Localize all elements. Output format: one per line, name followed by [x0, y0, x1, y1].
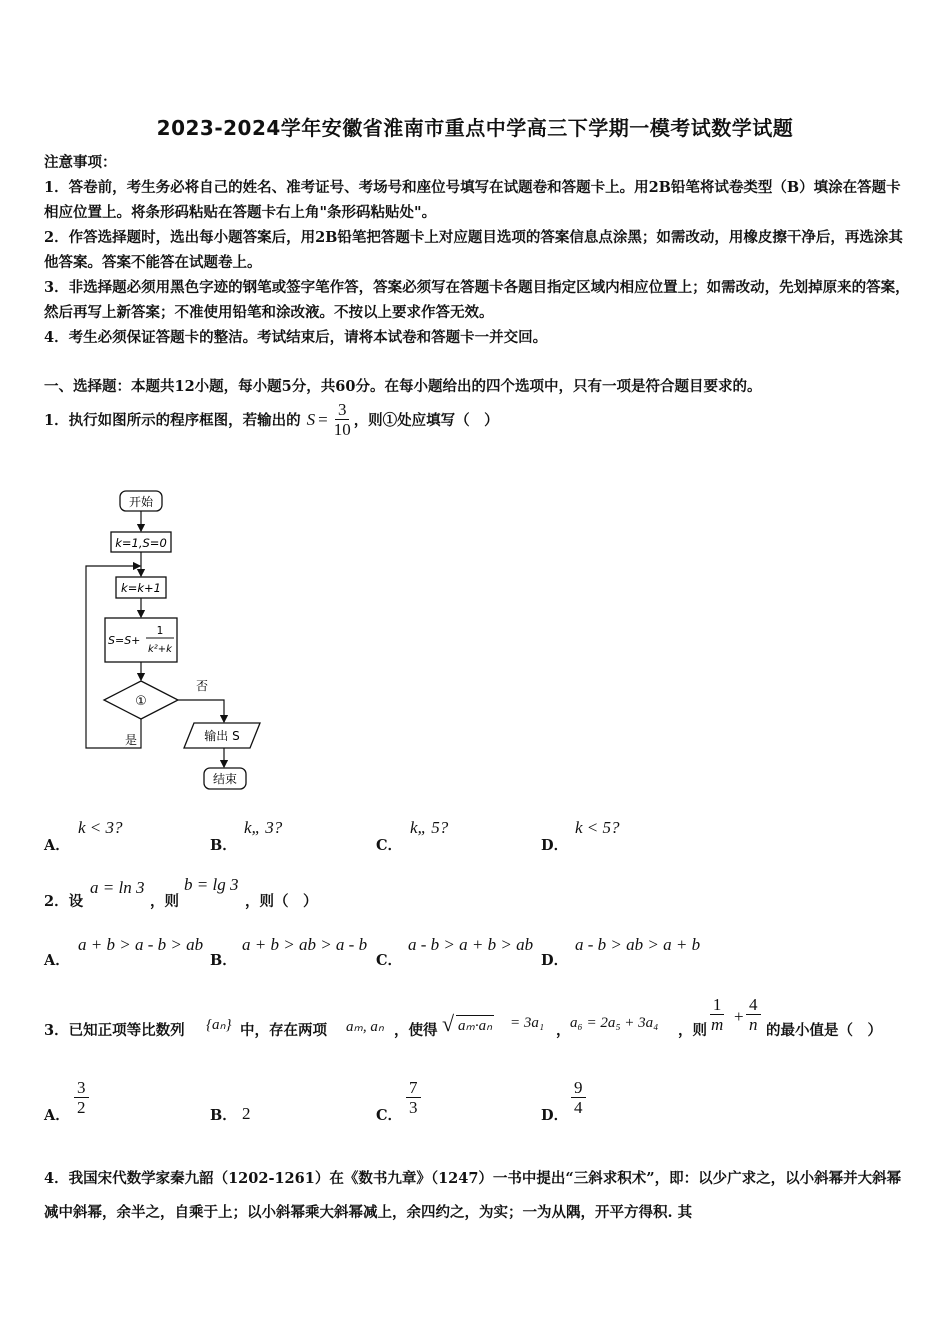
q3-option-a-label: A．: [44, 1107, 70, 1124]
q3-plus: +: [734, 1007, 744, 1026]
flow-no-label: 否: [195, 679, 209, 693]
flow-output-label: 输出 S: [204, 729, 240, 743]
q3-option-b-label: B．: [210, 1107, 237, 1124]
q3-condition: a₆ = 2a₅ + 3a₄: [570, 1015, 659, 1031]
q1-flowchart: [78, 486, 298, 798]
q2-option-b-label: B．: [210, 952, 237, 969]
flow-end-label: 结束: [212, 772, 238, 786]
q3-f1-den: m: [711, 1015, 724, 1034]
notice-heading: 注意事项：: [44, 154, 117, 171]
flow-start-label: 开始: [128, 495, 154, 509]
q2-suffix: ，则（ ）: [245, 893, 318, 910]
section-heading: 一、选择题：本题共12小题，每小题5分，共60分。在每小题给出的四个选项中，只有一项是符合题目要求的。: [44, 378, 762, 395]
q2-option-a-expr: a + b > a - b > ab: [78, 935, 204, 954]
q2-prefix: 2．设: [44, 893, 84, 910]
q1-option-d-label: D．: [541, 837, 569, 854]
q3-fraction-1: [708, 995, 726, 1034]
flow-yes-label: 是: [124, 733, 138, 747]
q1-fraction: [331, 400, 354, 439]
q1-option-a-expr: k < 3?: [78, 818, 123, 837]
q2-b-expr: b = lg 3: [184, 875, 239, 894]
q3-option-c-label: C．: [376, 1107, 403, 1124]
q1-frac-den: 10: [333, 420, 351, 439]
q3-option-c-num: 7: [406, 1078, 421, 1098]
q3-option-d-frac: [571, 1078, 586, 1117]
q1-text: 1．执行如图所示的程序框图，若输出的: [44, 412, 301, 429]
q1-option-b-label: B．: [210, 837, 237, 854]
q2-option-c-expr: a - b > a + b > ab: [408, 935, 534, 954]
q3-option-c-den: 3: [409, 1098, 418, 1117]
flow-sum-den: k²+k: [148, 644, 172, 655]
flow-sum-left: S=S+: [108, 634, 141, 647]
notice-item-2: 2．作答选择题时，选出每小题答案后，用2B铅笔把答题卡上对应题目选项的答案信息点涂黑；如需改动，用橡皮擦干净后，再选涂其他答案。答案不能答在试题卷上。: [44, 229, 903, 271]
q3-option-c-frac: [406, 1078, 421, 1117]
q1-frac-num: 3: [335, 400, 350, 420]
q2-option-b-expr: a + b > ab > a - b: [242, 935, 368, 954]
q2-option-c-label: C．: [376, 952, 403, 969]
q2-option-d-label: D．: [541, 952, 569, 969]
q3-suffix: 的最小值是（ ）: [766, 1022, 882, 1039]
notice-item-3: 3．非选择题必须用黑色字迹的钢笔或签字笔作答，答案必须写在答题卡各题目指定区域内相应位置上；如需改动，先划掉原来的答案，然后再写上新答案；不准使用铅笔和涂改液。不按以上要求作答无效。: [44, 279, 910, 321]
q3-mid2: ，使得: [394, 1022, 438, 1039]
q3-prefix: 3．已知正项等比数列: [44, 1022, 185, 1039]
notice-item-1: 1．答卷前，考生务必将自己的姓名、准考证号、考场号和座位号填写在试题卷和答题卡上。用2B铅笔将试卷类型（B）填涂在答题卡相应位置上。将条形码粘贴在答题卡右上角"条形码粘贴处"。: [44, 179, 901, 221]
q1-option-c-label: C．: [376, 837, 403, 854]
q3-option-b-value: 2: [242, 1104, 251, 1123]
notice-item-4: 4．考生必须保证答题卡的整洁。考试结束后，请将本试卷和答题卡一并交回。: [44, 329, 548, 346]
q3-fraction-2: [746, 995, 761, 1034]
flow-step-label: k=k+1: [121, 581, 161, 595]
q3-f2-den: n: [749, 1015, 758, 1034]
page-title: 2023-2024学年安徽省淮南市重点中学高三下学期一模考试数学试题: [156, 116, 794, 140]
q3-sqrt-rhs: = 3a₁: [510, 1015, 545, 1031]
q1-option-c-expr: k„ 5?: [410, 818, 449, 837]
q2-option-d-expr: a - b > ab > a + b: [575, 935, 701, 954]
flow-decision-label: ①: [135, 694, 147, 709]
q1-option-d-expr: k < 5?: [575, 818, 620, 837]
question-4: 4．我国宋代数学家秦九韶（1202-1261）在《数书九章》（1247）一书中提出“三斜求积术”，即：以少广求之，以小斜幂并大斜幂减中斜幂，余半之，自乘于上；以小斜幂乘大斜幂减上，余四约之，为实；一为从隅，开平方得积. 其: [44, 1170, 902, 1221]
q1-eq: =: [318, 409, 328, 429]
q3-sqrt-expr: aₘ·aₙ: [456, 1015, 494, 1035]
q1-s-var: S: [306, 409, 316, 429]
q3-option-a-den: 2: [77, 1098, 86, 1117]
q3-option-d-label: D．: [541, 1107, 569, 1124]
q3-mid3: ，则: [678, 1022, 707, 1039]
q3-terms: aₘ, aₙ: [346, 1019, 384, 1035]
q3-f2-num: 4: [746, 995, 761, 1015]
q3-option-d-num: 9: [571, 1078, 586, 1098]
q3-option-a-frac: [74, 1078, 89, 1117]
q3-option-a-num: 3: [74, 1078, 89, 1098]
q3-mid1: 中，存在两项: [240, 1022, 327, 1039]
q2-a-expr: a = ln 3: [90, 878, 145, 897]
q3-sqrt-sign: √: [442, 1011, 455, 1036]
q2-mid: ，则: [150, 893, 179, 910]
q2-option-a-label: A．: [44, 952, 70, 969]
flow-sum-num: 1: [156, 625, 164, 637]
q3-seq: {aₙ}: [206, 1017, 232, 1033]
q3-comma: ，: [556, 1022, 571, 1039]
question-1: [44, 400, 499, 439]
flow-init-label: k=1,S=0: [115, 536, 167, 550]
q1-suffix: ，则①处应填写（ ）: [353, 412, 499, 429]
q1-option-b-expr: k„ 3?: [244, 818, 283, 837]
q3-option-d-den: 4: [574, 1098, 583, 1117]
q3-f1-num: 1: [710, 995, 725, 1015]
q1-option-a-label: A．: [44, 837, 70, 854]
